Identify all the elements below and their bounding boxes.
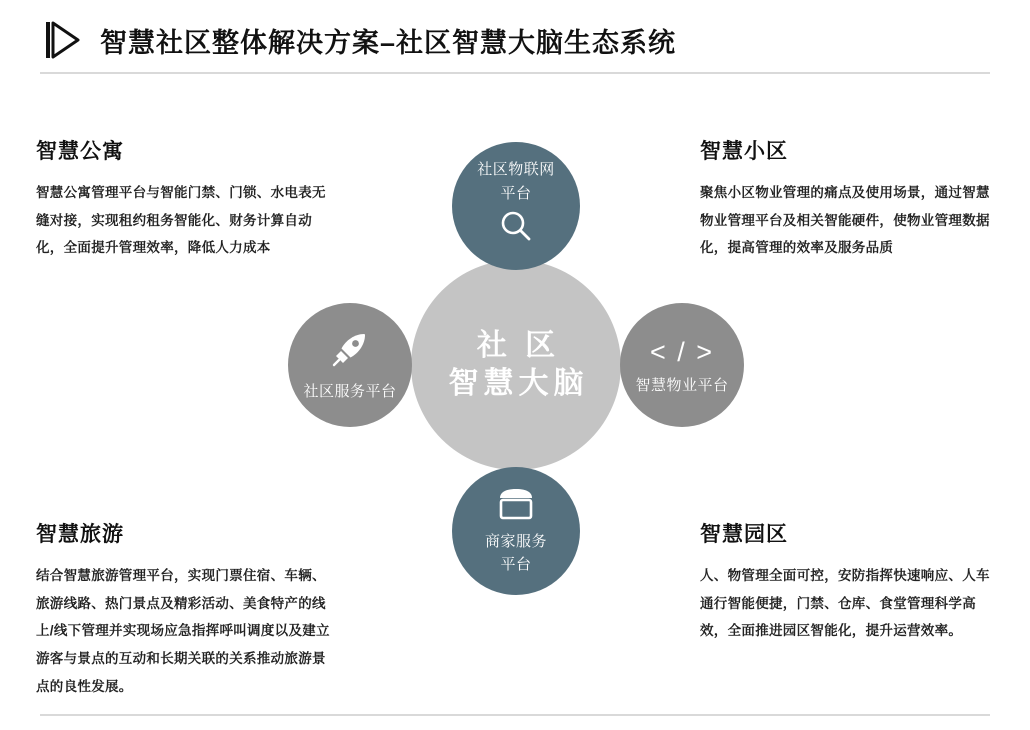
page-title: 智慧社区整体解决方案–社区智慧大脑生态系统 xyxy=(100,27,677,58)
node-merchant-service-platform[interactable] xyxy=(452,467,580,595)
hub-line-2: 智慧大脑 xyxy=(448,367,589,400)
block-smart-apartment-body: 智慧公寓管理平台与智能门禁、门锁、水电表无缝对接，实现租约租务智能化、财务计算自动化，全面提升管理效率，降低人力成本 xyxy=(36,185,326,256)
block-smart-community xyxy=(700,135,992,262)
block-smart-tourism xyxy=(36,518,336,700)
page-header xyxy=(40,18,676,62)
footer-divider xyxy=(40,714,990,716)
block-smart-apartment xyxy=(36,135,336,262)
block-smart-park-body: 人、物管理全面可控，安防指挥快速响应、人车通行智能便捷，门禁、仓库、食堂管理科学高效，全面推进园区智能化，提升运营效率。 xyxy=(700,568,990,639)
storefront-icon xyxy=(495,487,537,528)
block-smart-community-title: 智慧小区 xyxy=(700,140,788,163)
node-smart-property-platform[interactable] xyxy=(620,303,744,427)
node-smart-property-label: 智慧物业平台 xyxy=(635,376,729,394)
play-triangle-logo-icon xyxy=(40,18,84,62)
block-smart-park-title: 智慧园区 xyxy=(700,523,788,546)
block-smart-community-body: 聚焦小区物业管理的痛点及使用场景，通过智慧物业管理平台及相关智能硬件，使物业管理数据化，提高管理的效率及服务品质 xyxy=(700,185,990,256)
block-smart-tourism-body: 结合智慧旅游管理平台，实现门票住宿、车辆、旅游线路、热门景点及精彩活动、美食特产的线上/线下管理并实现场应急指挥呼叫调度以及建立游客与景点的互动和长期关联的关系推动旅游景点的良性发展。 xyxy=(36,568,330,694)
header-divider xyxy=(40,72,990,74)
block-smart-park xyxy=(700,518,992,645)
block-smart-tourism-title: 智慧旅游 xyxy=(36,523,124,546)
node-community-service-platform[interactable] xyxy=(288,303,412,427)
hub-line-1: 社 区 xyxy=(476,328,561,362)
node-merchant-label-2: 平台 xyxy=(500,556,532,574)
node-iot-platform-label-2: 平台 xyxy=(500,184,532,202)
node-iot-platform[interactable] xyxy=(452,142,580,270)
node-community-service-label: 社区服务平台 xyxy=(303,382,397,400)
magnifier-icon xyxy=(497,207,535,252)
node-merchant-label-1: 商家服务 xyxy=(484,532,547,550)
rocket-icon xyxy=(330,329,370,376)
block-smart-apartment-title: 智慧公寓 xyxy=(36,140,124,163)
community-brain-hub xyxy=(411,260,621,470)
node-iot-platform-label-1: 社区物联网 xyxy=(477,161,555,179)
code-brackets-icon: < / > xyxy=(649,336,715,367)
